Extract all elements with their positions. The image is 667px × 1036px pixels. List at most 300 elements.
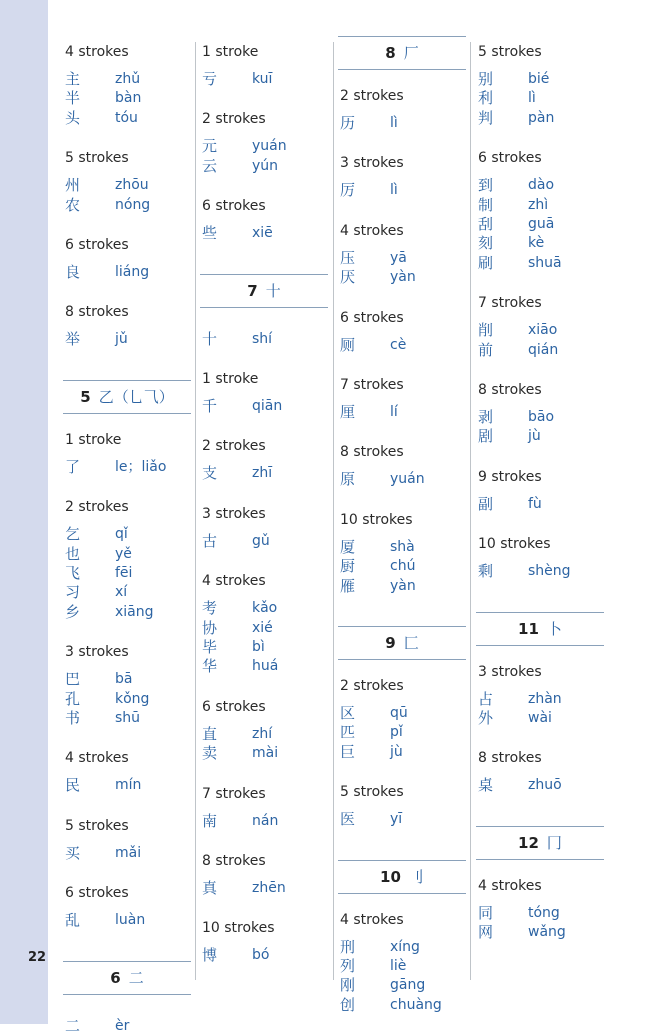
chinese-character: 匹 (340, 723, 356, 742)
character-entry (476, 495, 606, 514)
stroke-count-label: 4 strokes (340, 222, 404, 239)
chinese-character: 历 (340, 114, 356, 132)
pinyin-text: gǔ (252, 532, 270, 549)
stroke-count-label: 2 strokes (65, 499, 129, 516)
pinyin-text: jù (390, 743, 403, 760)
pinyin-text: shí (252, 330, 273, 347)
character-entry (476, 904, 606, 923)
pinyin-text: tóng (528, 904, 560, 921)
chinese-character: 刷 (478, 253, 494, 272)
chinese-character: 雁 (340, 576, 356, 595)
pinyin-text: cè (390, 336, 407, 353)
pinyin-text: pàn (528, 109, 555, 126)
chinese-character: 卖 (202, 744, 218, 763)
radical-number: 7 (247, 281, 258, 300)
chinese-character: 厕 (340, 335, 356, 354)
pinyin-text: fù (528, 495, 542, 512)
radical-header-content (200, 275, 328, 307)
chinese-character: 厌 (340, 268, 356, 287)
chinese-character: 毕 (202, 638, 218, 656)
chinese-character: 半 (65, 89, 81, 108)
pinyin-text: qián (528, 341, 559, 358)
chinese-character: 厘 (340, 403, 356, 421)
character-entry (338, 470, 468, 489)
chinese-character: 创 (340, 995, 356, 1014)
stroke-count-label: 4 strokes (65, 44, 129, 60)
pinyin-text: lì (390, 115, 398, 131)
radical-number: 12 (518, 833, 539, 852)
pinyin-text: shū (115, 710, 141, 726)
character-entry (200, 70, 330, 89)
pinyin-text: mǎi (115, 844, 142, 861)
chinese-character: 州 (65, 176, 81, 195)
radical-character: 乙（乚⺄） (98, 387, 174, 406)
character-entry (338, 538, 468, 557)
character-entry (200, 657, 330, 676)
character-entry (200, 137, 330, 156)
stroke-count-label: 2 strokes (340, 678, 404, 694)
pinyin-text: kè (528, 235, 545, 252)
radical-header (63, 961, 191, 995)
pinyin-text: shà (390, 538, 415, 555)
chinese-character: 华 (202, 657, 218, 676)
stroke-count-label: 6 strokes (478, 150, 542, 167)
chinese-character: 厨 (340, 557, 356, 576)
character-entry (200, 744, 330, 763)
radical-header-content (476, 827, 604, 859)
stroke-count-label: 6 strokes (202, 198, 266, 215)
radical-character: 十 (265, 281, 281, 300)
character-entry (338, 268, 468, 287)
pinyin-text: le；liǎo (115, 458, 167, 475)
radical-header-content (63, 381, 191, 413)
character-entry (63, 525, 193, 544)
radical-number: 6 (110, 968, 121, 987)
pinyin-text: huá (252, 658, 279, 675)
stroke-count-label: 1 stroke (202, 44, 259, 60)
stroke-count-label: 2 strokes (340, 88, 404, 104)
pinyin-text: zhí (252, 725, 273, 742)
character-entry (476, 89, 606, 108)
stroke-count-label: 4 strokes (65, 750, 129, 767)
radical-number: 5 (80, 387, 91, 406)
pinyin-text: xí (115, 584, 128, 601)
character-entry (63, 583, 193, 602)
chinese-character: 医 (340, 810, 356, 829)
character-entry (63, 176, 193, 195)
radical-header (338, 860, 466, 894)
pinyin-text: yàn (390, 577, 416, 594)
chinese-character: 外 (478, 709, 494, 727)
character-entry (200, 330, 330, 349)
pinyin-text: kuī (252, 71, 273, 87)
pinyin-text: xié (252, 619, 273, 636)
index-column-1 (63, 0, 193, 1035)
character-entry (338, 114, 468, 133)
pinyin-text: xiāng (115, 603, 154, 620)
stroke-count-label: 6 strokes (202, 698, 266, 715)
character-entry (338, 976, 468, 995)
character-entry (63, 89, 193, 108)
chinese-character: 二 (65, 1016, 81, 1035)
character-entry (63, 196, 193, 215)
pinyin-text: zhàn (528, 690, 562, 707)
stroke-count-label: 9 strokes (478, 468, 542, 485)
chinese-character: 云 (202, 156, 218, 175)
chinese-character: 真 (202, 879, 218, 897)
character-entry (63, 458, 193, 477)
character-entry (63, 263, 193, 282)
character-entry (476, 176, 606, 195)
pinyin-text: wài (528, 710, 552, 726)
pinyin-text: lì (390, 182, 398, 199)
chinese-character: 买 (65, 843, 81, 862)
character-entry (200, 619, 330, 638)
radical-number: 10 (380, 867, 401, 886)
stroke-count-label: 5 strokes (65, 817, 129, 834)
page-number: 22 (28, 950, 47, 965)
stroke-count-label: 5 strokes (478, 44, 542, 60)
pinyin-text: bì (252, 639, 265, 655)
pinyin-text: shuā (528, 254, 562, 271)
stroke-count-label: 7 strokes (202, 785, 266, 802)
chinese-character: 乱 (65, 911, 81, 930)
radical-character: 匚 (403, 634, 419, 652)
character-entry (200, 638, 330, 657)
character-entry (63, 109, 193, 128)
character-entry (338, 743, 468, 762)
character-entry (63, 545, 193, 564)
chinese-character: 区 (340, 704, 356, 722)
character-entry (476, 562, 606, 581)
chinese-character: 桌 (478, 776, 494, 795)
pinyin-text: bié (528, 71, 550, 87)
stroke-count-label: 8 strokes (202, 853, 266, 869)
pinyin-text: zhōu (115, 177, 149, 194)
radical-character: 厂 (403, 44, 419, 62)
stroke-count-label: 4 strokes (202, 573, 266, 590)
chinese-character: 别 (478, 70, 494, 88)
radical-character: 刂 (408, 867, 424, 886)
chinese-character: 刚 (340, 976, 356, 995)
character-entry (200, 879, 330, 898)
character-entry (338, 403, 468, 422)
chinese-character: 副 (478, 494, 494, 513)
radical-number: 9 (385, 634, 396, 652)
page-side-bar (0, 0, 48, 1024)
character-entry (63, 844, 193, 863)
pinyin-text: qǐ (115, 526, 128, 543)
column-divider (470, 42, 471, 980)
character-entry (476, 321, 606, 340)
character-entry (338, 336, 468, 355)
character-entry (476, 70, 606, 89)
radical-number: 11 (518, 619, 539, 638)
radical-header (338, 36, 466, 70)
chinese-character: 列 (340, 957, 356, 975)
chinese-character: 飞 (65, 564, 81, 582)
character-entry (200, 946, 330, 965)
chinese-character: 古 (202, 531, 218, 550)
chinese-character: 前 (478, 340, 494, 359)
chinese-character: 刑 (340, 937, 356, 956)
radical-header-content (338, 861, 466, 893)
pinyin-text: zhēn (252, 880, 286, 896)
stroke-count-label: 4 strokes (478, 877, 542, 894)
chinese-character: 习 (65, 583, 81, 602)
chinese-character: 十 (202, 329, 218, 348)
character-entry (338, 704, 468, 723)
radical-header (476, 612, 604, 646)
character-entry (476, 709, 606, 728)
chinese-character: 直 (202, 724, 218, 743)
pinyin-text: pǐ (390, 724, 403, 741)
chinese-character: 元 (202, 137, 218, 156)
pinyin-text: yàn (390, 269, 416, 286)
chinese-character: 些 (202, 224, 218, 243)
pinyin-text: xiē (252, 225, 273, 242)
pinyin-text: yuán (252, 138, 287, 155)
pinyin-text: liáng (115, 264, 150, 280)
chinese-character: 良 (65, 263, 81, 281)
pinyin-text: yuán (390, 471, 425, 488)
radical-header-content (338, 627, 466, 659)
radical-header (476, 826, 604, 860)
character-entry (63, 709, 193, 728)
stroke-count-label: 6 strokes (65, 885, 129, 902)
pinyin-text: lì (528, 90, 536, 107)
pinyin-text: zhǔ (115, 71, 141, 87)
character-entry (200, 532, 330, 551)
stroke-count-label: 7 strokes (340, 377, 404, 393)
character-entry (200, 397, 330, 416)
chinese-character: 剧 (478, 427, 494, 446)
pinyin-text: kǒng (115, 690, 150, 707)
pinyin-text: fēi (115, 565, 133, 581)
pinyin-text: zhuō (528, 777, 562, 794)
pinyin-text: liè (390, 958, 407, 974)
character-entry (200, 812, 330, 831)
character-entry (338, 957, 468, 976)
character-entry (338, 557, 468, 576)
pinyin-text: nán (252, 812, 279, 829)
character-entry (476, 690, 606, 709)
stroke-count-label: 7 strokes (478, 295, 542, 312)
chinese-character: 削 (478, 321, 494, 340)
stroke-count-label: 10 strokes (340, 511, 413, 528)
stroke-count-label: 6 strokes (340, 309, 404, 326)
character-entry (63, 70, 193, 89)
column-divider (333, 42, 334, 980)
chinese-character: 刻 (478, 234, 494, 253)
pinyin-text: lí (390, 404, 398, 420)
pinyin-text: luàn (115, 912, 146, 929)
character-entry (338, 181, 468, 200)
chinese-character: 头 (65, 108, 81, 127)
chinese-character: 剥 (478, 408, 494, 426)
chinese-character: 刮 (478, 215, 494, 233)
radical-header-content (476, 613, 604, 645)
chinese-character: 判 (478, 108, 494, 127)
index-column-3 (338, 0, 468, 1024)
chinese-character: 厉 (340, 181, 356, 200)
chinese-character: 网 (478, 923, 494, 942)
chinese-character: 巴 (65, 670, 81, 689)
pinyin-text: shèng (528, 563, 571, 580)
chinese-character: 剩 (478, 562, 494, 581)
chinese-character: 了 (65, 457, 81, 476)
character-entry (338, 938, 468, 957)
stroke-count-label: 10 strokes (478, 536, 551, 553)
character-entry (476, 215, 606, 234)
pinyin-text: chú (390, 558, 416, 575)
pinyin-text: yī (390, 811, 403, 828)
chinese-character: 也 (65, 544, 81, 563)
character-entry (338, 996, 468, 1015)
chinese-character: 乡 (65, 602, 81, 621)
stroke-count-label: 3 strokes (340, 155, 404, 172)
character-entry (476, 234, 606, 253)
pinyin-text: tóu (115, 109, 138, 126)
stroke-count-label: 2 strokes (202, 438, 266, 455)
character-entry (63, 670, 193, 689)
character-entry (476, 254, 606, 273)
pinyin-text: chuàng (390, 996, 442, 1013)
chinese-character: 孔 (65, 689, 81, 708)
stroke-count-label: 8 strokes (340, 444, 404, 461)
stroke-count-label: 8 strokes (65, 304, 129, 321)
pinyin-text: bó (252, 947, 270, 964)
pinyin-text: qū (390, 705, 408, 721)
chinese-character: 亏 (202, 70, 218, 88)
chinese-character: 支 (202, 464, 218, 483)
index-column-4 (476, 0, 606, 1024)
index-column-2 (200, 0, 330, 1024)
pinyin-text: xiāo (528, 322, 558, 339)
pinyin-text: dào (528, 177, 555, 194)
pinyin-text: nóng (115, 196, 151, 213)
character-entry (476, 109, 606, 128)
pinyin-text: zhì (528, 196, 549, 213)
chinese-character: 到 (478, 176, 494, 195)
character-entry (63, 603, 193, 622)
chinese-character: 巨 (340, 742, 356, 761)
stroke-count-label: 3 strokes (65, 644, 129, 661)
radical-header-content (63, 962, 191, 994)
character-entry (63, 564, 193, 583)
stroke-count-label: 10 strokes (202, 920, 275, 937)
pinyin-text: mín (115, 777, 142, 794)
chinese-character: 民 (65, 776, 81, 795)
stroke-count-label: 3 strokes (478, 663, 542, 680)
character-entry (200, 725, 330, 744)
chinese-character: 举 (65, 330, 81, 349)
character-entry (476, 427, 606, 446)
pinyin-text: yě (115, 545, 132, 562)
pinyin-text: èr (115, 1017, 130, 1034)
radical-header (200, 274, 328, 308)
character-entry (63, 330, 193, 349)
chinese-character: 南 (202, 811, 218, 830)
radical-character: 冂 (546, 833, 562, 852)
character-entry (476, 408, 606, 427)
pinyin-text: bā (115, 671, 133, 688)
radical-header-content (338, 37, 466, 69)
pinyin-text: jù (528, 428, 541, 445)
chinese-character: 主 (65, 70, 81, 88)
stroke-count-label: 5 strokes (65, 150, 129, 167)
character-entry (200, 464, 330, 483)
character-entry (63, 911, 193, 930)
character-entry (476, 923, 606, 942)
character-entry (63, 1017, 193, 1036)
stroke-count-label: 1 stroke (202, 371, 259, 387)
chinese-character: 农 (65, 195, 81, 214)
stroke-count-label: 8 strokes (478, 382, 542, 398)
chinese-character: 博 (202, 946, 218, 965)
stroke-count-label: 2 strokes (202, 111, 266, 128)
pinyin-text: bāo (528, 409, 555, 425)
chinese-character: 原 (340, 470, 356, 489)
character-entry (476, 341, 606, 360)
pinyin-text: zhī (252, 465, 273, 482)
character-entry (338, 249, 468, 268)
chinese-character: 书 (65, 709, 81, 727)
radical-character: 卜 (546, 619, 562, 638)
radical-character: 二 (128, 968, 144, 987)
pinyin-text: mài (252, 745, 279, 762)
character-entry (338, 723, 468, 742)
character-entry (63, 776, 193, 795)
chinese-character: 制 (478, 195, 494, 214)
character-entry (338, 577, 468, 596)
chinese-character: 协 (202, 618, 218, 637)
stroke-count-label: 8 strokes (478, 750, 542, 767)
pinyin-text: qiān (252, 398, 283, 414)
pinyin-text: yā (390, 249, 407, 266)
stroke-count-label: 1 stroke (65, 431, 122, 448)
character-entry (476, 776, 606, 795)
pinyin-text: xíng (390, 938, 420, 955)
pinyin-text: yún (252, 157, 279, 174)
character-entry (200, 599, 330, 618)
character-entry (200, 157, 330, 176)
radical-header (338, 626, 466, 660)
radical-header (63, 380, 191, 414)
pinyin-text: bàn (115, 90, 142, 107)
chinese-character: 厦 (340, 537, 356, 556)
chinese-character: 乞 (65, 525, 81, 544)
column-divider (195, 42, 196, 980)
character-entry (63, 690, 193, 709)
pinyin-text: guā (528, 216, 555, 232)
pinyin-text: gāng (390, 977, 426, 994)
chinese-character: 考 (202, 599, 218, 618)
chinese-character: 同 (478, 903, 494, 922)
stroke-count-label: 4 strokes (340, 911, 404, 928)
character-entry (338, 810, 468, 829)
stroke-count-label: 5 strokes (340, 784, 404, 801)
pinyin-text: wǎng (528, 924, 566, 941)
chinese-character: 压 (340, 248, 356, 267)
character-entry (200, 224, 330, 243)
stroke-count-label: 6 strokes (65, 237, 129, 253)
chinese-character: 千 (202, 397, 218, 415)
chinese-character: 利 (478, 89, 494, 108)
pinyin-text: kǎo (252, 600, 278, 617)
radical-number: 8 (385, 44, 396, 62)
chinese-character: 占 (478, 689, 494, 708)
